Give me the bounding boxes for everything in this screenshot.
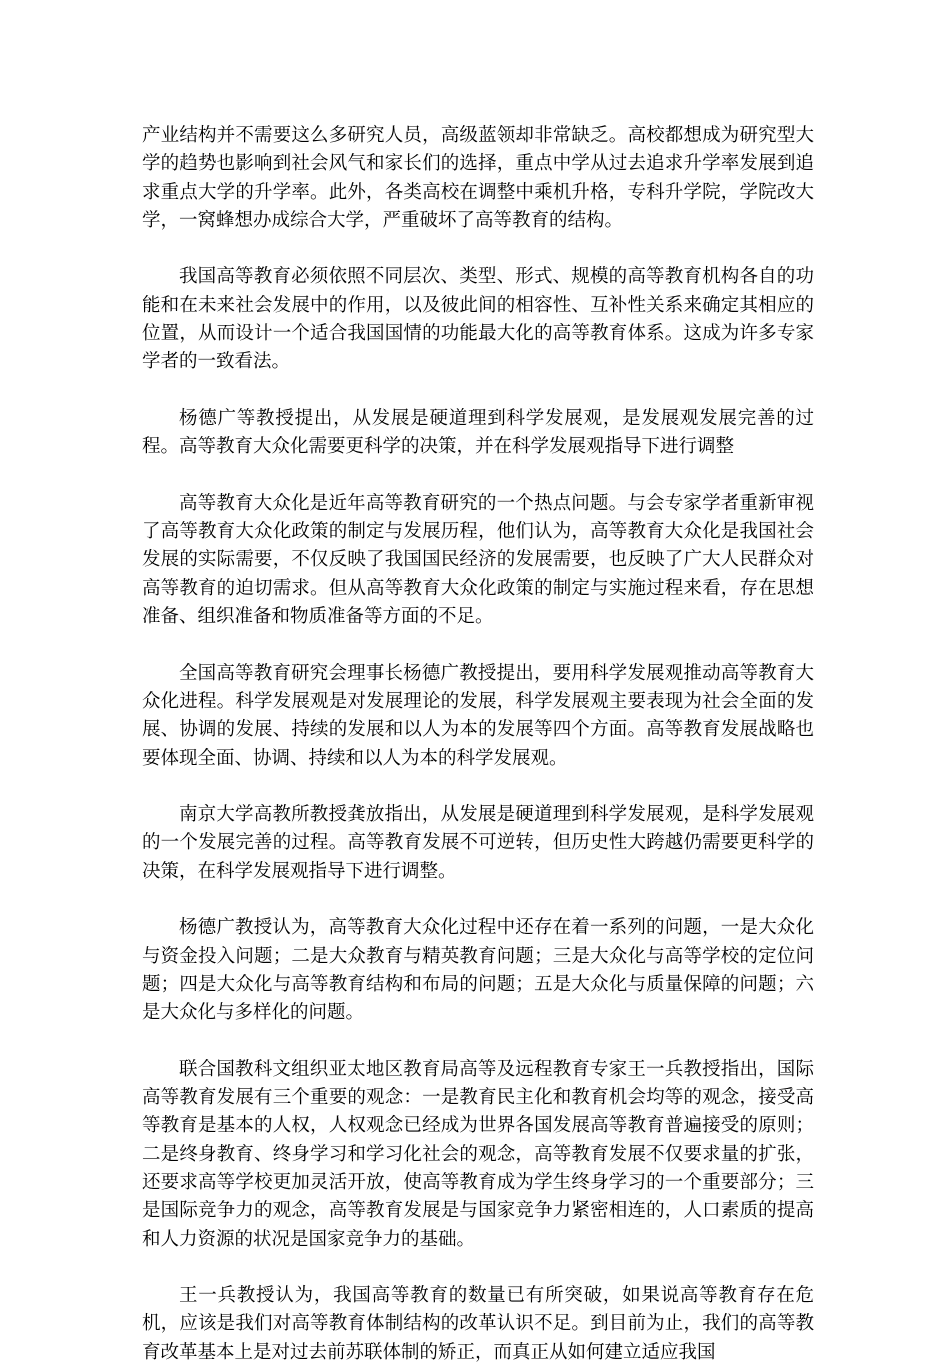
paragraph: 王一兵教授认为，我国高等教育的数量已有所突破，如果说高等教育存在危机，应该是我们对高等教育体制结构的改革认识不足。到目前为止，我们的高等教育改革基本上是对过去前苏联体制的矫正，而真正从如何建立适应我国	[142, 1285, 814, 1363]
paragraph: 我国高等教育必须依照不同层次、类型、形式、规模的高等教育机构各自的功能和在未来社会发展中的作用，以及彼此间的相容性、互补性关系来确定其相应的位置，从而设计一个适合我国国情的功能最大化的高等教育体系。这成为许多专家学者的一致看法。	[142, 266, 814, 373]
paragraph: 联合国教科文组织亚太地区教育局高等及远程教育专家王一兵教授指出，国际高等教育发展有三个重要的观念：一是教育民主化和教育机会均等的观念，接受高等教育是基本的人权，人权观念已经成为世界各国发展高等教育普遍接受的原则；二是终身教育、终身学习和学习化社会的观念，高等教育发展不仅要求量的扩张，还要求高等学校更加灵活开放，使高等教育成为学生终身学习的一个重要部分；三是国际竞争力的观念，高等教育发展是与国家竞争力紧密相连的，人口素质的提高和人力资源的状况是国家竞争力的基础。	[142, 1058, 814, 1250]
paragraph: 杨德广教授认为，高等教育大众化过程中还存在着一系列的问题，一是大众化与资金投入问题；二是大众教育与精英教育问题；三是大众化与高等学校的定位问题；四是大众化与高等教育结构和布局的问题；五是大众化与质量保障的问题；六是大众化与多样化的问题。	[142, 917, 814, 1024]
paragraph: 南京大学高教所教授龚放指出，从发展是硬道理到科学发展观，是科学发展观的一个发展完善的过程。高等教育发展不可逆转，但历史性大跨越仍需要更科学的决策，在科学发展观指导下进行调整。	[142, 804, 814, 882]
paragraph-continuation: 产业结构并不需要这么多研究人员，高级蓝领却非常缺乏。高校都想成为研究型大学的趋势也影响到社会风气和家长们的选择，重点中学从过去追求升学率发展到追求重点大学的升学率。此外，各类高校在调整中乘机升格，专科升学院，学院改大学，一窝蜂想办成综合大学，严重破坏了高等教育的结构。	[142, 125, 814, 231]
paragraph: 杨德广等教授提出，从发展是硬道理到科学发展观，是发展观发展完善的过程。高等教育大众化需要更科学的决策，并在科学发展观指导下进行调整	[142, 407, 814, 458]
document-body	[142, 122, 814, 1367]
paragraph: 高等教育大众化是近年高等教育研究的一个热点问题。与会专家学者重新审视了高等教育大众化政策的制定与发展历程，他们认为，高等教育大众化是我国社会发展的实际需要，不仅反映了我国国民经济的发展需要，也反映了广大人民群众对高等教育的迫切需求。但从高等教育大众化政策的制定与实施过程来看，存在思想准备、组织准备和物质准备等方面的不足。	[142, 492, 814, 628]
paragraph: 全国高等教育研究会理事长杨德广教授提出，要用科学发展观推动高等教育大众化进程。科学发展观是对发展理论的发展，科学发展观主要表现为社会全面的发展、协调的发展、持续的发展和以人为本的发展等四个方面。高等教育发展战略也要体现全面、协调、持续和以人为本的科学发展观。	[142, 662, 814, 769]
